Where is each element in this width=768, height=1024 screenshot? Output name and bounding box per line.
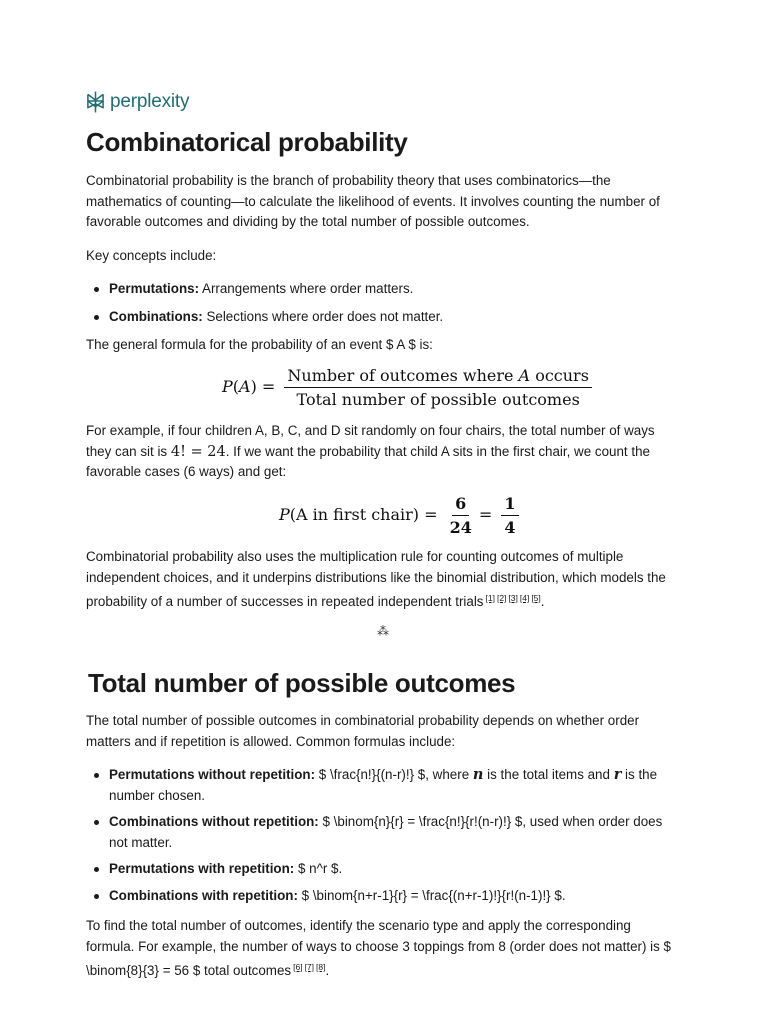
list-item: Permutations with repetition: $ n^r $. (86, 859, 682, 880)
section-title-combinatorical-probability: Combinatorical probability (86, 127, 408, 157)
probability-formula: P(A) = $\frac{\text{Number of outcomes where A occurs}}{\text{Total number of possible outcomes}}$ (222, 366, 596, 409)
bullet-desc: Selections where order does not matter. (202, 308, 444, 324)
bullet-desc: Arrangements where order matters. (199, 281, 414, 296)
formula-var: A (239, 377, 251, 396)
formula-fraction (284, 366, 592, 409)
formula-denominator: Total number of possible outcomes (296, 390, 580, 409)
fraction-one-over-four: $\frac{1}{4}$ (501, 494, 518, 537)
section-divider: ⁂ (377, 624, 389, 638)
formula2-arg: A in first chair (296, 505, 413, 524)
perplexity-icon (86, 90, 105, 114)
citation-link[interactable]: [7] (304, 962, 315, 972)
section-title-total-outcomes: Total number of possible outcomes (88, 668, 516, 698)
example-paragraph: For example, if four children A, B, C, and D sit randomly on four chairs, the total number of ways they can sit is 4! = 24. If we want the probability that child A sits in the first chair, we count the favorable cases (6 ways) and get: (86, 423, 655, 479)
citation-link[interactable]: [6] (293, 962, 303, 972)
citation-link[interactable]: [3] (508, 593, 518, 603)
perplexity-logo[interactable] (86, 90, 189, 114)
intro-paragraph: Combinatorial probability is the branch of probability theory that uses combinatorics—the mathematics of counting—to calculate the likelihood of events. It involves counting the number of favorable outcomes and dividing by the total number of possible outcomes. (86, 173, 660, 229)
list-item (86, 279, 682, 300)
logo-text: perplexity (110, 91, 190, 112)
key-concepts-label: Key concepts include: (86, 248, 217, 263)
list-item: Combinations with repetition: $ \binom{n+r-1}{r} = \frac{(n+r-1)!}{r!(n-1)!} $. (86, 886, 682, 907)
key-concepts-list (86, 279, 682, 327)
citation-link[interactable]: [2] (496, 593, 507, 603)
bullet-term: Permutations: (109, 281, 200, 296)
section2-closing: To find the total number of outcomes, identify the scenario type and apply the corresponding formula. For example, the number of ways to choose 3 toppings from 8 (order does not matter) is $ \binom{8}{3} = 56 $ total outcomes [6] [7] [8]. (86, 918, 671, 978)
citation-link[interactable]: [8] (316, 962, 326, 972)
inline-math: 4! = 24 (170, 443, 226, 460)
section2-intro: The total number of possible outcomes in combinatorial probability depends on whether order matters and if repetition is allowed. Common formulas include: (86, 713, 640, 749)
closing-paragraph: Combinatorial probability also uses the multiplication rule for counting outcomes of multiple independent choices, and it underpins distributions like the binomial distribution, which models the probability of a number of successes in repeated independent trials [1] [2] [3] [4] [5]. (86, 549, 666, 609)
citation-link[interactable]: [5] (531, 593, 541, 603)
citation-link[interactable]: [4] (519, 593, 530, 603)
fraction-six-over-twentyfour: $\frac{6}{24}$ (449, 494, 472, 537)
formulas-list (86, 765, 682, 906)
formula-intro: The general formula for the probability of an event $ A $ is: (86, 337, 433, 352)
list-item: Permutations without repetition: $ \frac{n!}{(n-r)!} $, where n is the total items and r is the number chosen. (86, 765, 682, 806)
list-item (86, 307, 682, 328)
example-formula: P(A in first chair) = $\frac{6}{24}$ = $\frac{1}{4}$ (279, 494, 523, 537)
list-item: Combinations without repetition: $ \binom{n}{r} = \frac{n!}{r!(n-r)!} $, used when order does not matter. (86, 812, 682, 853)
citation-link[interactable]: [1] (485, 593, 495, 603)
formula-fn: P (222, 377, 233, 396)
formula-numerator: Number of outcomes where A occurs (284, 366, 592, 388)
bullet-term: Combinations: (109, 308, 203, 324)
